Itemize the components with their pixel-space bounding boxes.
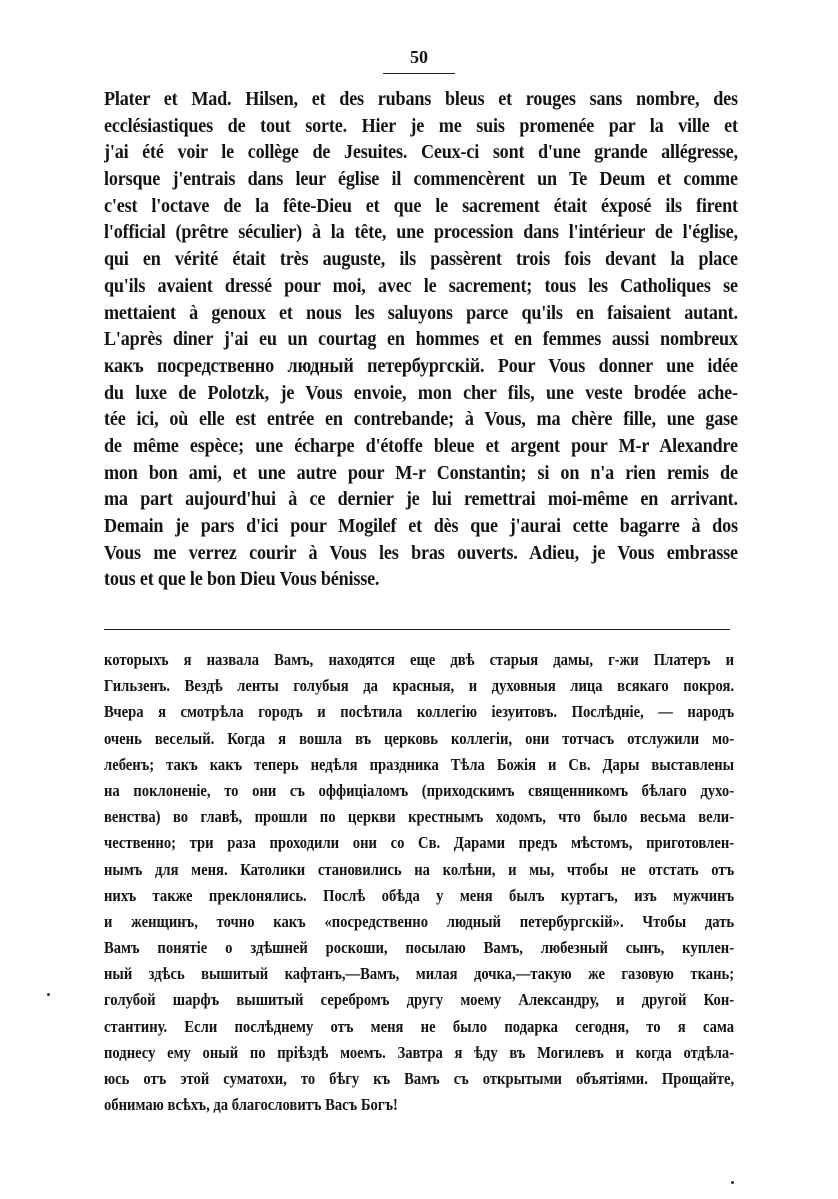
text-line: mon bon ami, et une autre pour M-r Constantin; si on n'a rien remis de xyxy=(104,462,738,484)
text-line: mettaient à genoux et nous les saluyons parce qu'ils en faisaient autant. xyxy=(104,302,738,324)
text-line: ma part aujourd'hui à ce dernier je lui remettrai moi-même en arrivant. xyxy=(104,489,738,511)
page-number: 50 xyxy=(410,47,428,67)
text-line: l'official (prêtre séculier) à la tête, une procession dans l'intérieur de l'église, xyxy=(104,222,738,244)
text-line: Вчера я смотрѣла городъ и посѣтила коллегію іезуитовъ. Послѣдніе, — народъ xyxy=(104,702,735,722)
text-line: de même espèce; une écharpe d'étoffe bleue et argent pour M-r Alexandre xyxy=(104,435,738,457)
footnote-separator xyxy=(104,629,730,630)
text-line: lorsque j'entrais dans leur église il commencèrent un Te Deum et comme xyxy=(104,169,738,191)
text-line: нымъ для меня. Католики становились на колѣни, и мы, чтобы не отстать отъ xyxy=(104,859,735,879)
text-line: стантину. Если послѣднему отъ меня не было подарка сегодня, то я сама xyxy=(104,1016,735,1036)
text-line: и женщинъ, точно какъ «посредственно людный петербургскій». Чтобы дать xyxy=(104,911,735,931)
russian-translation-footnote xyxy=(104,647,734,1118)
text-line: чественно; три раза проходили они со Св. Дарами предъ мѣстомъ, приготовлен- xyxy=(104,833,735,853)
text-line: очень веселый. Когда я вошла въ церковь коллегіи, они тотчасъ отслужили мо- xyxy=(104,728,735,748)
french-letter-text xyxy=(104,87,738,594)
text-line: какъ посредственно людный петербургскій. Pour Vous donner une idée xyxy=(104,355,738,377)
text-line: Vous me verrez courir à Vous les bras ouverts. Adieu, je Vous embrasse xyxy=(104,542,738,564)
text-line: голубой шарфъ вышитый серебромъ другу моему Александру, и другой Кон- xyxy=(104,990,735,1010)
text-line: Вамъ понятіе о здѣшней роскоши, посылаю Вамъ, любезный сынъ, куплен- xyxy=(104,938,735,958)
text-line: поднесу ему оный по пріѣздѣ моемъ. Завтра я ѣду въ Могилевъ и когда отдѣла- xyxy=(104,1042,735,1062)
text-line: нихъ также преклонялись. Послѣ обѣда у меня былъ куртагъ, изъ мужчинъ xyxy=(104,885,735,905)
text-line: du luxe de Polotzk, je Vous envoie, mon cher fils, une veste brodée ache- xyxy=(104,382,738,404)
scan-speck xyxy=(47,993,50,996)
text-line: tée ici, où elle est entrée en contrebande; à Vous, ma chère fille, une gase xyxy=(104,409,738,431)
scan-speck xyxy=(731,1181,734,1184)
text-line: обнимаю всѣхъ, да благословитъ Васъ Богъ! xyxy=(104,1095,398,1115)
text-line: лебенъ; такъ какъ теперь недѣля праздника Тѣла Божія и Св. Дары выставлены xyxy=(104,754,735,774)
text-line: tous et que le bon Dieu Vous bénisse. xyxy=(104,569,380,591)
text-line: c'est l'octave de la fête-Dieu et que le sacrement était éxposé ils firent xyxy=(104,195,738,217)
text-line: юсь отъ этой суматохи, то бѣгу къ Вамъ съ открытыми объятіями. Прощайте, xyxy=(104,1069,735,1088)
text-line: Plater et Mad. Hilsen, et des rubans bleus et rouges sans nombre, des xyxy=(104,89,738,110)
page-number-rule xyxy=(383,73,455,74)
text-line: ный здѣсь вышитый кафтанъ,—Вамъ, милая дочка,—такую же газовую ткань; xyxy=(104,964,735,984)
text-line: qu'ils avaient dressé pour moi, avec le sacrement; tous les Catholiques se xyxy=(104,275,738,297)
text-line: Гильзенъ. Вездѣ ленты голубыя да красныя, и духовныя лица всякаго покроя. xyxy=(104,676,735,696)
text-line: Demain je pars d'ici pour Mogilef et dès que j'aurai cette bagarre à dos xyxy=(104,516,738,537)
text-line: j'ai été voir le collège de Jesuites. Ceux-ci sont d'une grande allégresse, xyxy=(104,142,738,164)
text-line: ecclésiastiques de tout sorte. Hier je me suis promenée par la ville et xyxy=(104,115,738,137)
text-line: на поклоненіе, то они съ оффиціаломъ (приходскимъ священникомъ бѣлаго духо- xyxy=(104,780,735,800)
text-line: которыхъ я назвала Вамъ, находятся еще двѣ старыя дамы, г-жи Платеръ и xyxy=(104,650,735,669)
text-line: венства) во главѣ, прошли по церкви крестнымъ ходомъ, что было весьма вели- xyxy=(104,807,735,827)
text-line: L'après diner j'ai eu un courtag en hommes et en femmes aussi nombreux xyxy=(104,329,738,351)
text-line: qui en vérité était très auguste, ils passèrent trois fois devant la place xyxy=(104,249,738,271)
